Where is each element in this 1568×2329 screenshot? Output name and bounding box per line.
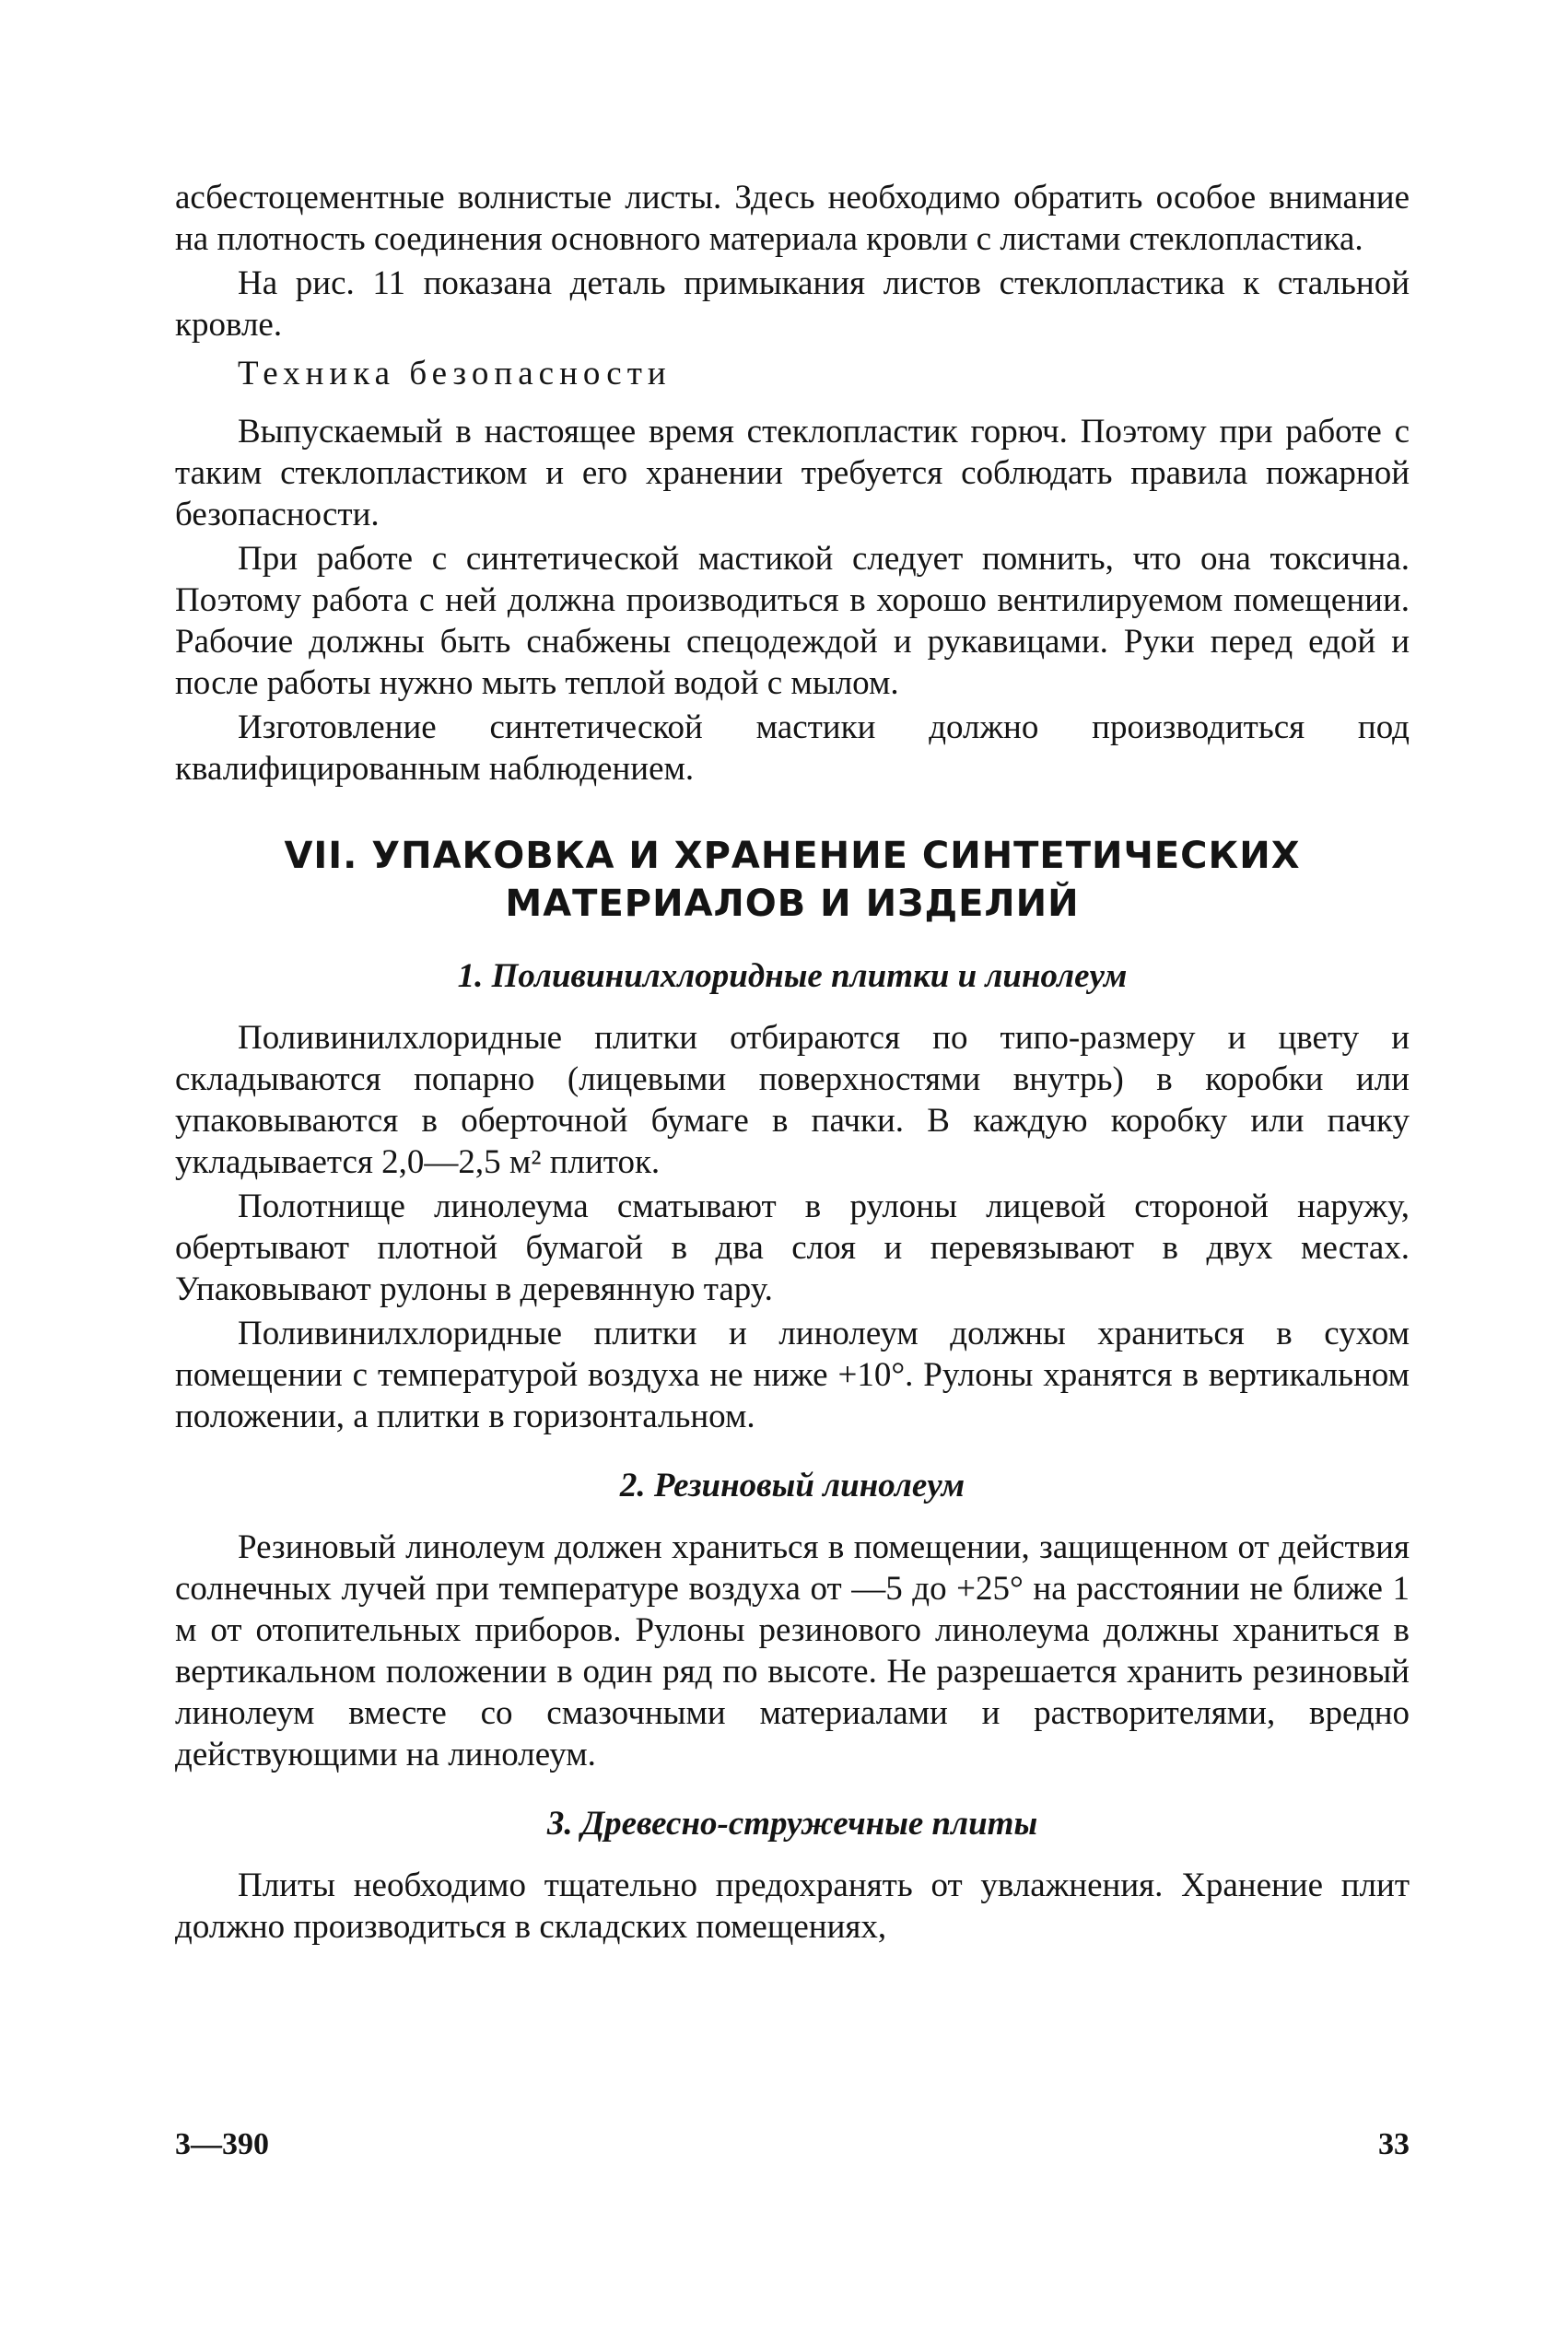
- page-number: 33: [1378, 2127, 1410, 2161]
- section-title-particle-boards: 3. Древесно-стружечные плиты: [546, 1805, 1038, 1843]
- section-title-rubber-linoleum: 2. Резиновый линолеум: [619, 1467, 965, 1504]
- printer-signature: 3—390: [175, 2127, 269, 2161]
- chapter-title: [175, 832, 1410, 928]
- chapter-title-line-2: МАТЕРИАЛОВ И ИЗДЕЛИЙ: [505, 883, 1080, 925]
- section-title-pvc-tiles: 1. Поливинилхлоридные плитки и линолеум: [457, 957, 1128, 995]
- paragraph-pvc-packing: Поливинилхлоридные плитки отбираются по типо-размеру и цвету и складываются попарно (лицевыми поверхностями внутрь) в коробки или упаковываются в оберточной бумаге в пачки. В каждую коробку или пачку укладывается 2,0—2,5 м² плиток.: [175, 1019, 1410, 1181]
- paragraph-linoleum-rolls: Полотнище линолеума сматывают в рулоны лицевой стороной наружу, обертывают плотной бумагой в два слоя и перевязывают в двух местах. Упаковывают рулоны в деревянную тару.: [175, 1188, 1410, 1308]
- chapter-title-line-1: VII. УПАКОВКА И ХРАНЕНИЕ СИНТЕТИЧЕСКИХ: [284, 835, 1301, 877]
- paragraph-mastic-toxicity: При работе с синтетической мастикой следует помнить, что она токсична. Поэтому работа с ней должна производиться в хорошо вентилируемом помещении. Рабочие должны быть снабжены спецодеждой и рукавицами. Руки перед едой и после работы нужно мыть теплой водой с мылом.: [175, 540, 1410, 702]
- paragraph-rubber-linoleum-storage: Резиновый линолеум должен храниться в помещении, защищенном от действия солнечных лучей при температуре воздуха от —5 до +25° на расстоянии не ближе 1 м от отопительных приборов. Рулоны резинового линолеума должны храниться в вертикальном положении в один ряд по высоте. Не разрешается хранить резиновый линолеум вместе со смазочными материалами и растворителями, вредно действующими на линолеум.: [175, 1528, 1410, 1773]
- paragraph-pvc-storage: Поливинилхлоридные плитки и линолеум должны храниться в сухом помещении с температурой воздуха не ниже +10°. Рулоны хранятся в вертикальном положении, а плитки в горизонтальном.: [175, 1315, 1410, 1435]
- paragraph-particle-boards-storage: Плиты необходимо тщательно предохранять от увлажнения. Хранение плит должно производиться в складских помещениях,: [175, 1867, 1410, 1946]
- safety-heading: Техника безопасности: [238, 355, 672, 392]
- page-body: [175, 177, 1410, 1950]
- paragraph-intro: асбестоцементные волнистые листы. Здесь необходимо обратить особое внимание на плотность соединения основного материала кровли с листами стеклопластика.: [175, 179, 1410, 258]
- paragraph-figure-reference: На рис. 11 показана деталь примыкания листов стеклопластика к стальной кровле.: [175, 264, 1410, 344]
- paragraph-fire-safety: Выпускаемый в настоящее время стеклопластик горюч. Поэтому при работе с таким стеклопластиком и его хранении требуется соблюдать правила пожарной безопасности.: [175, 413, 1410, 533]
- paragraph-mastic-supervision: Изготовление синтетической мастики должно производиться под квалифицированным наблюдением.: [175, 708, 1410, 788]
